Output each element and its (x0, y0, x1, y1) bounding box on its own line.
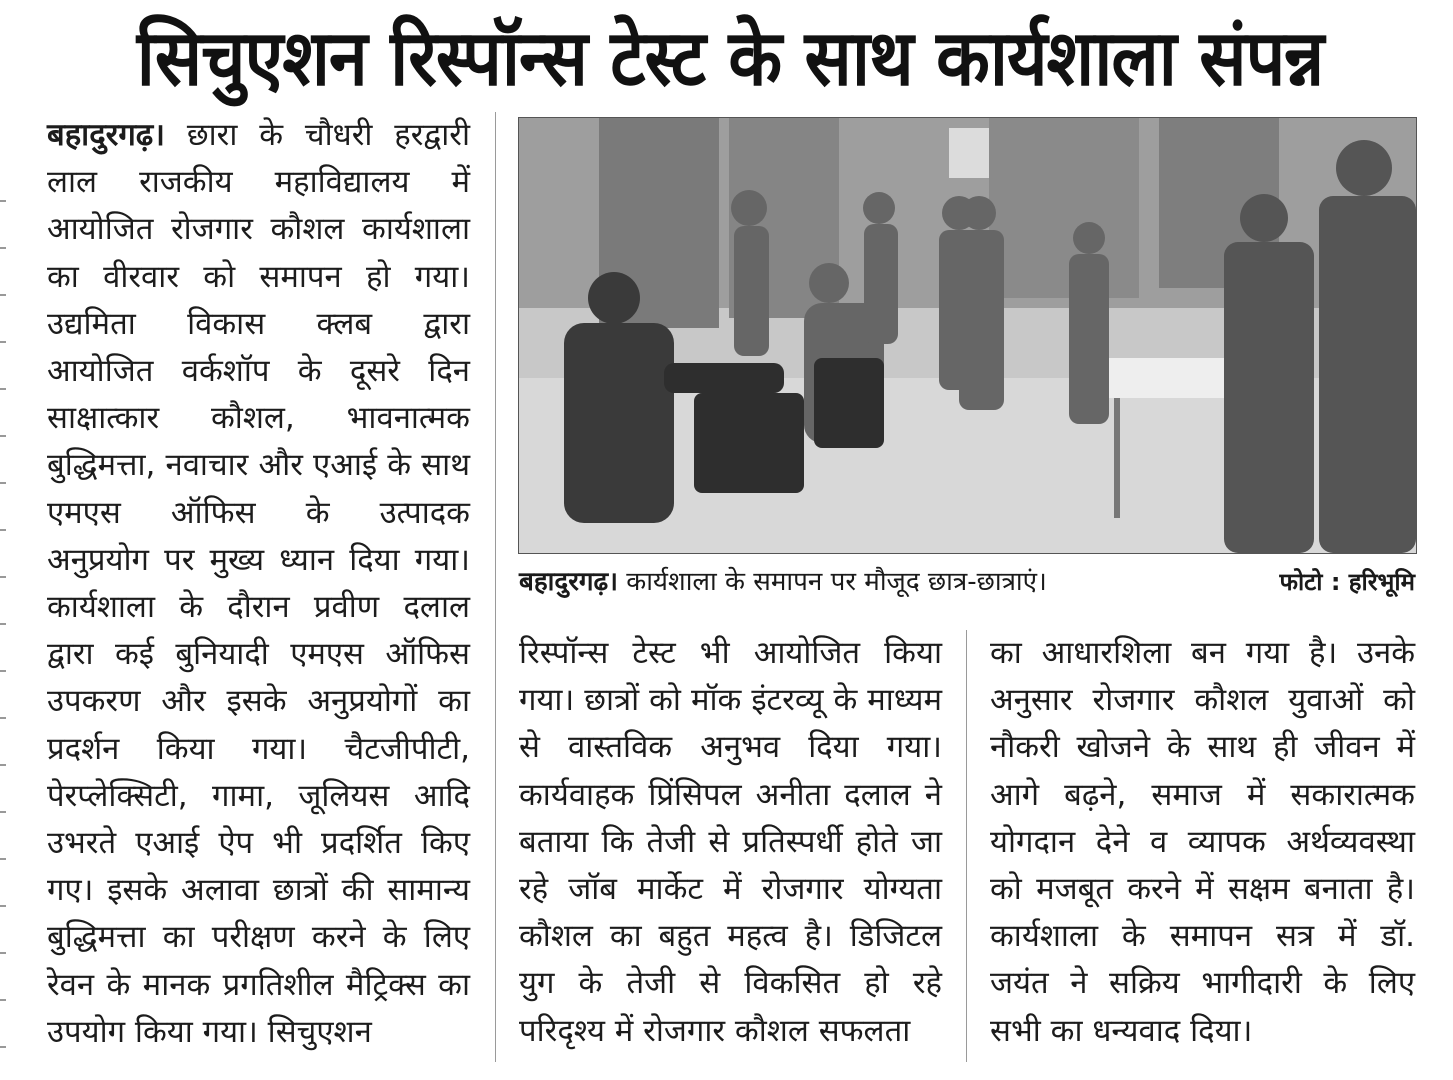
text-line (990, 630, 1415, 677)
text-line (990, 866, 1415, 913)
text-line-content: कार्यवाहक प्रिंसिपल अनीता दलाल ने (519, 776, 942, 813)
text-line-content: द्वारा कई बुनियादी एमएस ऑफिस (47, 636, 470, 673)
text-line-content: आयोजित रोजगार कौशल कार्यशाला (47, 211, 470, 248)
text-line-content: का वीरवार को समापन हो गया। (47, 258, 470, 295)
text-line (990, 677, 1415, 724)
text-line-content: का आधारशिला बन गया है। उनके (990, 635, 1415, 671)
text-line (519, 866, 942, 913)
text-line (47, 112, 470, 159)
text-line-content: गया। छात्रों को मॉक इंटरव्यू के माध्यम (519, 682, 942, 719)
text-line-content: रहे जॉब मार्केट में रोजगार योग्यता (519, 871, 942, 908)
text-line (47, 820, 470, 867)
photo-credit: फोटो : हरिभूमि (1279, 568, 1415, 596)
text-line-content: बुद्धिमत्ता का परीक्षण करने के लिए (47, 919, 470, 956)
caption-text: कार्यशाला के समापन पर मौजूद छात्र-छात्राएं। (617, 567, 1047, 597)
text-line-content: प्रदर्शन किया गया। चैटजीपीटी, (47, 730, 470, 767)
text-line (519, 819, 942, 866)
text-line (47, 962, 470, 1009)
text-line-content: कार्यशाला के दौरान प्रवीण दलाल (47, 589, 470, 626)
text-line (47, 301, 470, 348)
text-line-content: उपकरण और इसके अनुप्रयोगों का (47, 683, 470, 720)
text-line-content: बताया कि तेजी से प्रतिस्पर्धी होते जा (519, 823, 942, 860)
text-line-content: एमएस ऑफिस के उत्पादक (47, 494, 470, 531)
text-line (47, 631, 470, 678)
text-line-content: रिस्पॉन्स टेस्ट भी आयोजित किया (519, 635, 942, 671)
text-line (47, 442, 470, 489)
text-line-content: नौकरी खोजने के साथ ही जीवन में (990, 729, 1415, 766)
text-line (519, 913, 942, 960)
text-line-content: जयंत ने सक्रिय भागीदारी के लिए (990, 965, 1415, 1002)
dateline: बहादुरगढ़। (47, 117, 165, 153)
text-line (47, 159, 470, 206)
text-line-content: साक्षात्कार कौशल, भावनात्मक (47, 400, 470, 437)
caption-dateline: बहादुरगढ़। (519, 567, 618, 597)
text-line-content: छारा के चौधरी हरद्वारी (165, 117, 470, 153)
text-line (519, 1008, 942, 1055)
text-line-content: परिदृश्य में रोजगार कौशल सफलता (519, 1012, 911, 1049)
text-line-content: उभरते एआई ऐप भी प्रदर्शित किए (47, 825, 470, 862)
text-line-content: लाल राजकीय महाविद्यालय में (47, 164, 470, 201)
text-line (47, 867, 470, 914)
text-line-content: उद्यमिता विकास क्लब द्वारा (47, 305, 470, 342)
text-line-content: बुद्धिमत्ता, नवाचार और एआई के साथ (47, 447, 470, 484)
text-line-content: युग के तेजी से विकसित हो रहे (519, 965, 942, 1002)
photo-caption (519, 562, 1415, 602)
text-line (47, 584, 470, 631)
text-line-content: आगे बढ़ने, समाज में सकारात्मक (990, 776, 1415, 813)
text-line (990, 772, 1415, 819)
article-column-2 (519, 630, 942, 1055)
text-line (519, 960, 942, 1007)
text-line-content: कौशल का बहुत महत्व है। डिजिटल (519, 918, 942, 955)
text-line (47, 206, 470, 253)
text-line-content: सभी का धन्यवाद दिया। (990, 1012, 1253, 1049)
text-line (519, 724, 942, 771)
text-line (990, 1008, 1415, 1055)
text-line (990, 724, 1415, 771)
text-line (519, 772, 942, 819)
text-line-content: अनुसार रोजगार कौशल युवाओं को (990, 682, 1415, 719)
text-line (47, 914, 470, 961)
text-line (47, 490, 470, 537)
text-line (47, 1009, 470, 1056)
text-line (47, 773, 470, 820)
text-line (47, 537, 470, 584)
text-line (990, 960, 1415, 1007)
headline: सिचुएशन रिस्पॉन्स टेस्ट के साथ कार्यशाला संपन्न (136, 12, 1324, 104)
text-line (47, 678, 470, 725)
article-column-1 (47, 112, 470, 1056)
text-line-content: को मजबूत करने में सक्षम बनाता है। (990, 871, 1415, 908)
text-line-content: रेवन के मानक प्रगतिशील मैट्रिक्स का (47, 966, 470, 1003)
text-line (990, 819, 1415, 866)
article-column-3 (990, 630, 1415, 1055)
text-line-content: अनुप्रयोग पर मुख्य ध्यान दिया गया। (47, 541, 470, 578)
text-line-content: आयोजित वर्कशॉप के दूसरे दिन (47, 353, 470, 390)
text-line (47, 348, 470, 395)
text-line-content: उपयोग किया गया। सिचुएशन (47, 1013, 372, 1050)
page-edge-ticks (0, 200, 6, 1060)
text-line (47, 726, 470, 773)
text-line-content: योगदान देने व व्यापक अर्थव्यवस्था (990, 823, 1415, 860)
column-divider-2 (966, 630, 967, 1062)
text-line-content: पेरप्लेक्सिटी, गामा, जूलियस आदि (47, 777, 470, 814)
text-line (519, 677, 942, 724)
text-line (990, 913, 1415, 960)
column-divider-1 (495, 112, 496, 1062)
text-line (47, 254, 470, 301)
text-line-content: से वास्तविक अनुभव दिया गया। (519, 729, 942, 766)
text-line-content: गए। इसके अलावा छात्रों की सामान्य (47, 872, 470, 909)
text-line (47, 395, 470, 442)
news-photo (518, 117, 1417, 554)
text-line-content: कार्यशाला के समापन सत्र में डॉ. (990, 918, 1415, 955)
text-line (519, 630, 942, 677)
